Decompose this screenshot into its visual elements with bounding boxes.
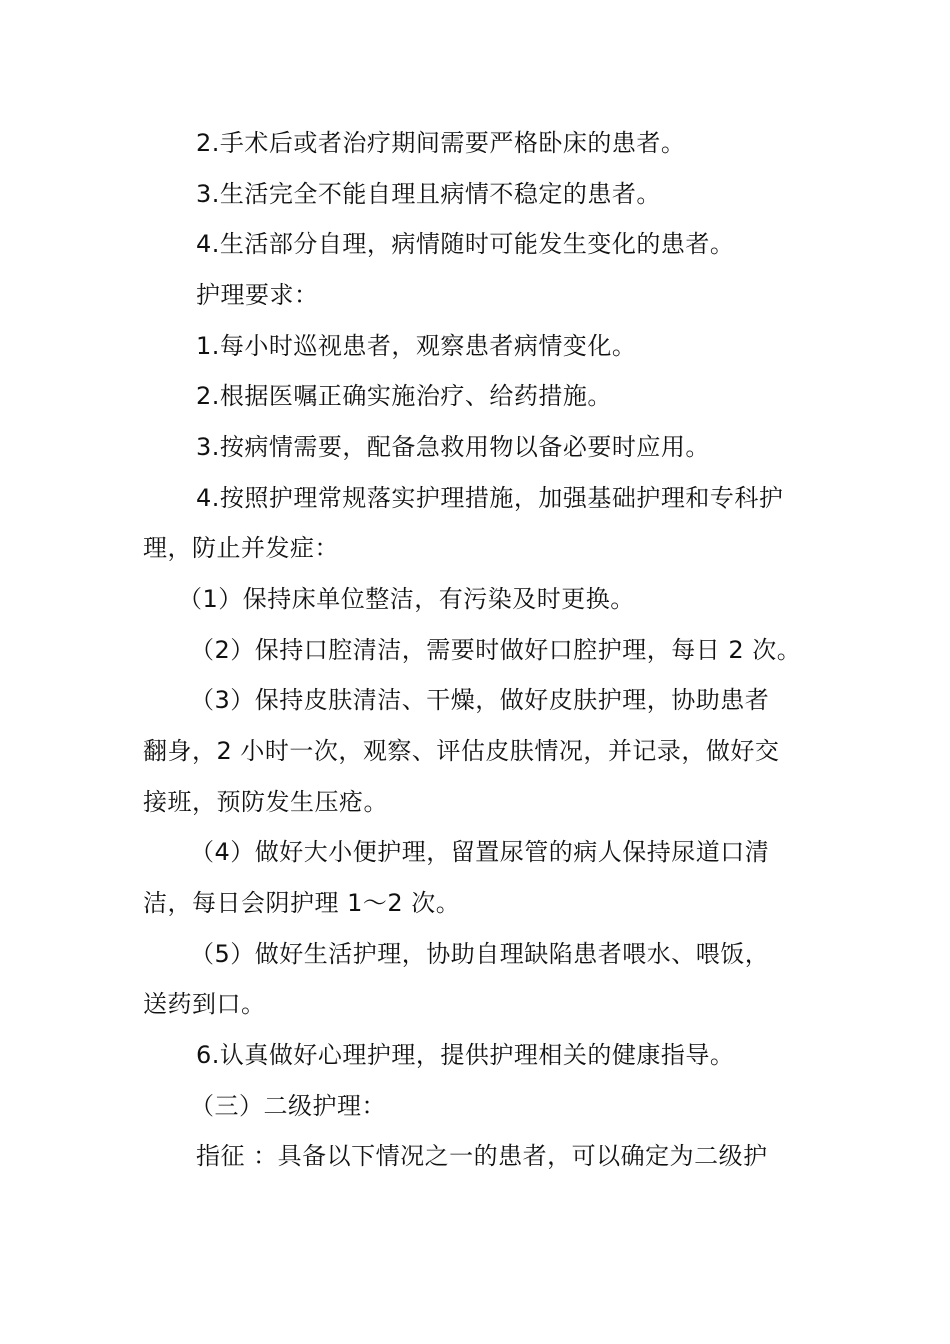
- text-line: 理，防止并发症：: [143, 534, 339, 562]
- text-line: （3）保持皮肤清洁、干燥，做好皮肤护理，协助患者: [190, 686, 770, 714]
- text-line: （4）做好大小便护理，留置尿管的病人保持尿道口清: [190, 838, 770, 866]
- text-line: 2.根据医嘱正确实施治疗、给药措施。: [196, 382, 612, 410]
- text-line: 4.生活部分自理，病情随时可能发生变化的患者。: [196, 230, 735, 258]
- text-line: （5）做好生活护理，协助自理缺陷患者喂水、喂饭，: [190, 940, 770, 968]
- text-line: 送药到口。: [143, 990, 266, 1018]
- section-heading: （三）二级护理：: [190, 1092, 386, 1120]
- text-line: 洁，每日会阴护理 1～2 次。: [143, 889, 461, 917]
- section-heading: 护理要求：: [196, 281, 319, 309]
- text-line: 2.手术后或者治疗期间需要严格卧床的患者。: [196, 129, 686, 157]
- text-line: 4.按照护理常规落实护理措施，加强基础护理和专科护: [196, 484, 784, 512]
- text-line: （2）保持口腔清洁，需要时做好口腔护理，每日 2 次。: [190, 636, 802, 664]
- text-line: 指征 ：具备以下情况之一的患者，可以确定为二级护: [196, 1142, 768, 1170]
- text-line: （1）保持床单位整洁，有污染及时更换。: [178, 585, 635, 613]
- text-line: 1.每小时巡视患者，观察患者病情变化。: [196, 332, 637, 360]
- text-line: 接班，预防发生压疮。: [143, 788, 388, 816]
- text-line: 3.生活完全不能自理且病情不稳定的患者。: [196, 180, 661, 208]
- text-line: 翻身，2 小时一次，观察、评估皮肤情况，并记录，做好交: [143, 737, 780, 765]
- text-line: 6.认真做好心理护理，提供护理相关的健康指导。: [196, 1041, 735, 1069]
- text-line: 3.按病情需要，配备急救用物以备必要时应用。: [196, 433, 710, 461]
